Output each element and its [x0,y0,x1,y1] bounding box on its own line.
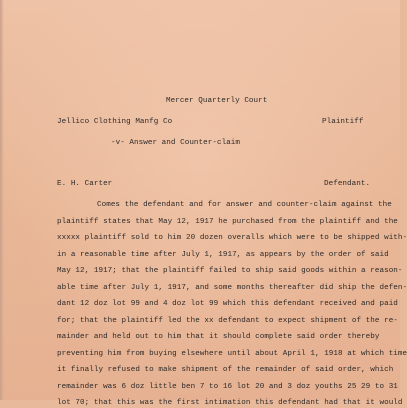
body-line: for; that the plaintiff led the xx defendant to expect shipment of the re- [57,317,398,325]
versus-line: -v- Answer and Counter-claim [111,139,240,147]
defendant-name: E. H. Carter [57,180,113,188]
body-line: xxxxx plaintiff sold to him 20 dozen overalls which were to be shipped with- [57,234,407,242]
body-line: plaintiff states that May 12, 1917 he purchased from the plaintiff and the [57,218,398,226]
page-edge [0,0,4,400]
body-line: Comes the defendant and for answer and counter-claim against the [97,201,392,209]
body-line: dant 12 doz lot 99 and 4 doz lot 99 which this defendant received and paid [57,300,398,308]
body-line: May 12, 1917; that the plaintiff failed to ship said goods within a reason- [57,267,403,275]
body-line: able time after July 1, 1917, and some months thereafter did ship the defen- [57,284,407,292]
body-line: mainder and held out to him that it should complete said order thereby [57,333,380,341]
body-line: in a reasonable time after July 1, 1917, as appears by the order of said [57,251,389,259]
body-line: preventing him from buying elsewhere until about April 1, 1918 at which time [57,350,407,358]
plaintiff-name: Jellico Clothing Manfg Co [57,118,173,126]
court-heading: Mercer Quarterly Court [166,97,268,105]
defendant-label: Defendant. [324,180,371,188]
body-line: remainder was 6 doz little ben 7 to 16 lot 20 and 3 doz youths 25 29 to 31 [57,383,398,391]
plaintiff-label: Plaintiff [322,118,364,126]
body-line: it finally refused to make shipment of the remainder of said order, which [57,366,394,374]
body-line: lot 70; that this was the first intimation this defendant had that it would [57,399,403,407]
